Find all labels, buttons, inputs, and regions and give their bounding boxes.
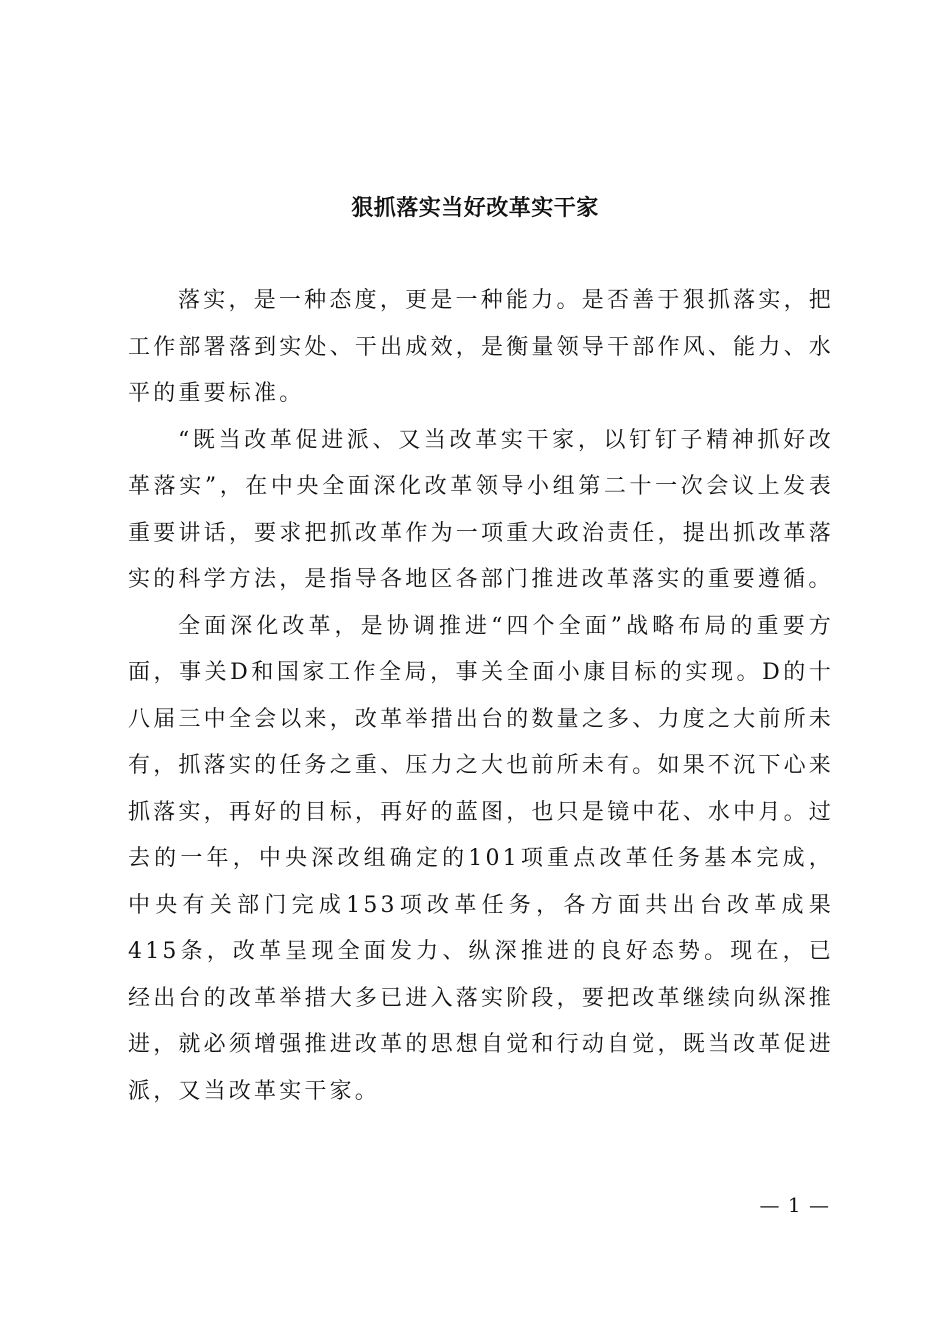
paragraph-3: 全面深化改革，是协调推进“四个全面”战略布局的重要方面，事关D和国家工作全局，事关全面小康目标的实现。D的十八届三中全会以来，改革举措出台的数量之多、力度之大前所未有，抓落实的任务之重、压力之大也前所未有。如果不沉下心来抓落实，再好的目标，再好的蓝图，也只是镜中花、水中月。过去的一年，中央深改组确定的101项重点改革任务基本完成，中央有关部门完成153项改革任务，各方面共出台改革成果415条，改革呈现全面发力、纵深推进的良好态势。现在，已经出台的改革举措大多已进入落实阶段，要把改革继续向纵深推进，就必须增强推进改革的思想自觉和行动自觉，既当改革促进派，又当改革实干家。 — [128, 613, 834, 1104]
paragraph-1: 落实，是一种态度，更是一种能力。是否善于狠抓落实，把工作部署落到实处、干出成效，是衡量领导干部作风、能力、水平的重要标准。 — [128, 288, 834, 406]
paragraph-2: “既当改革促进派、又当改革实干家，以钉钉子精神抓好改革落实”，在中央全面深化改革领导小组第二十一次会议上发表重要讲话，要求把抓改革作为一项重大政治责任，提出抓改革落实的科学方法，是指导各地区各部门推进改革落实的重要遵循。 — [128, 427, 834, 592]
page-number: — 1 — — [759, 1193, 830, 1217]
document-body — [128, 278, 834, 1115]
document-title: 狠抓落实当好改革实干家 — [351, 195, 599, 221]
